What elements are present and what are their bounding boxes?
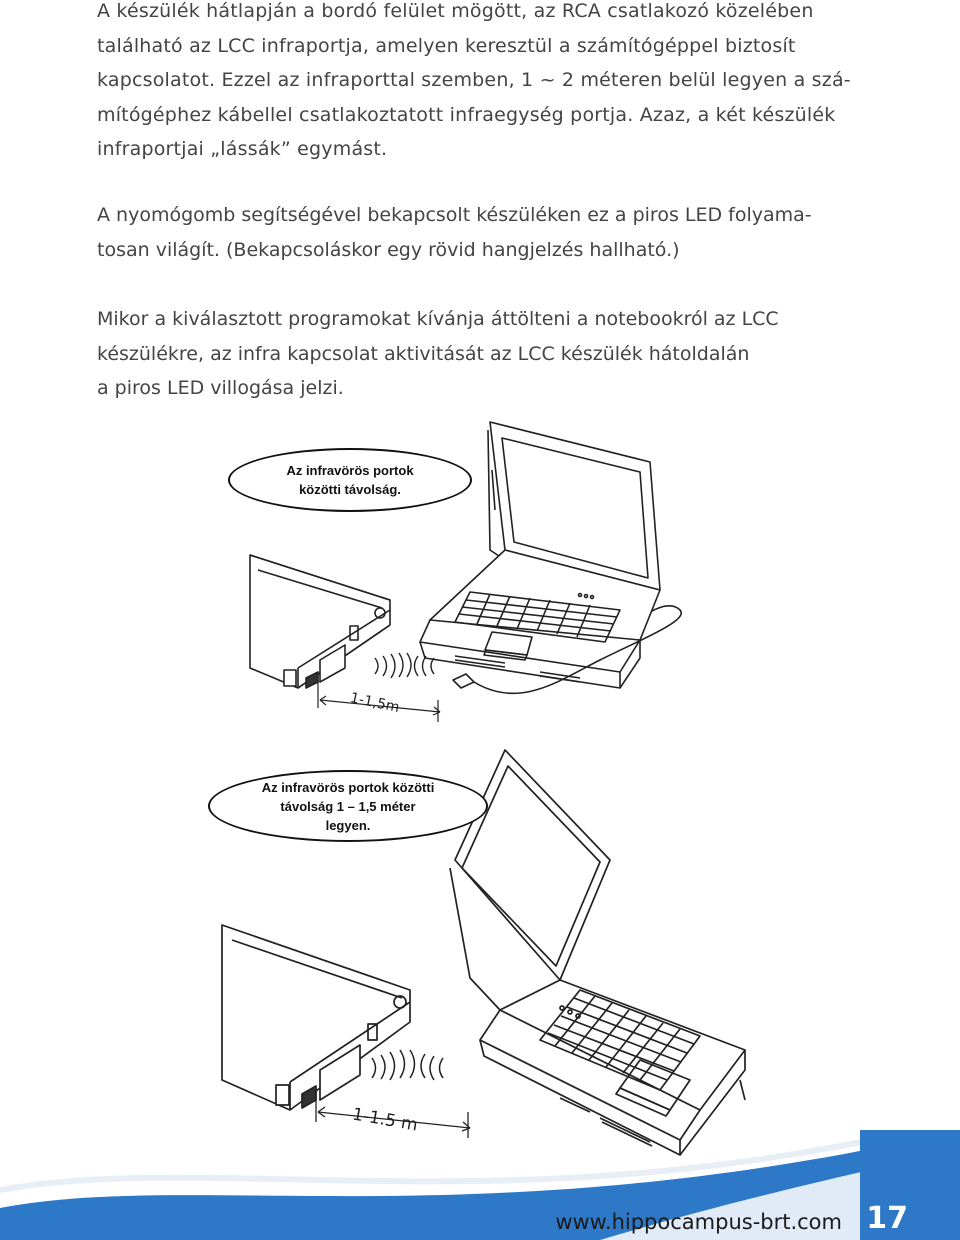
text-line: kapcsolatot. Ezzel az infraporttal szemben, 1 ~ 2 méteren belül legyen a szá- bbox=[97, 69, 851, 91]
infrared-waves bbox=[372, 1050, 443, 1080]
text-line: A nyomógomb segítségével bekapcsolt készüléken ez a piros LED folyama- bbox=[97, 204, 812, 226]
callout-line: Az infravörös portok bbox=[286, 463, 414, 478]
text-line: mítógéphez kábellel csatlakoztatott infraegység portja. Azaz, a két készülék bbox=[97, 103, 836, 126]
text-line: A készülék hátlapján a bordó felület mögött, az RCA csatlakozó közelében bbox=[97, 0, 814, 22]
text-line: Mikor a kiválasztott programokat kívánja áttölteni a notebookról az LCC bbox=[97, 308, 779, 330]
lcc-device-illustration bbox=[222, 925, 410, 1110]
callout-ir-distance-recommended bbox=[208, 770, 488, 842]
distance-label: 1-1,5m bbox=[348, 689, 401, 716]
callout-line: legyen. bbox=[325, 817, 371, 833]
page-number: 17 bbox=[866, 1201, 908, 1236]
paragraph-led-transfer bbox=[97, 302, 877, 406]
distance-label: 1-1.5 m bbox=[350, 1104, 420, 1136]
text-line: a piros LED villogása jelzi. bbox=[97, 377, 344, 399]
text-line: infraportjai „lássák” egymást. bbox=[97, 138, 388, 160]
paragraph-infraport-location bbox=[97, 0, 877, 167]
text-line: található az LCC infraportja, amelyen keresztül a számítógéppel biztosít bbox=[97, 34, 796, 57]
callout-line: távolság 1 – 1,5 méter bbox=[280, 798, 416, 814]
callout-ir-distance bbox=[228, 448, 472, 512]
text-line: tosan világít. (Bekapcsoláskor egy rövid hangjelzés hallható.) bbox=[97, 238, 680, 261]
text-line: készülékre, az infra kapcsolat aktivitását az LCC készülék hátoldalán bbox=[97, 342, 750, 365]
footer-website-link[interactable]: www.hippocampus-brt.com bbox=[555, 1210, 842, 1234]
lcc-device-illustration bbox=[250, 555, 390, 688]
illustration-infrared-setup-1 bbox=[0, 410, 960, 740]
laptop-illustration bbox=[450, 750, 745, 1155]
callout-line: közötti távolság. bbox=[299, 482, 401, 497]
callout-line: Az infravörös portok közötti bbox=[261, 779, 435, 795]
paragraph-led-power bbox=[97, 198, 877, 267]
